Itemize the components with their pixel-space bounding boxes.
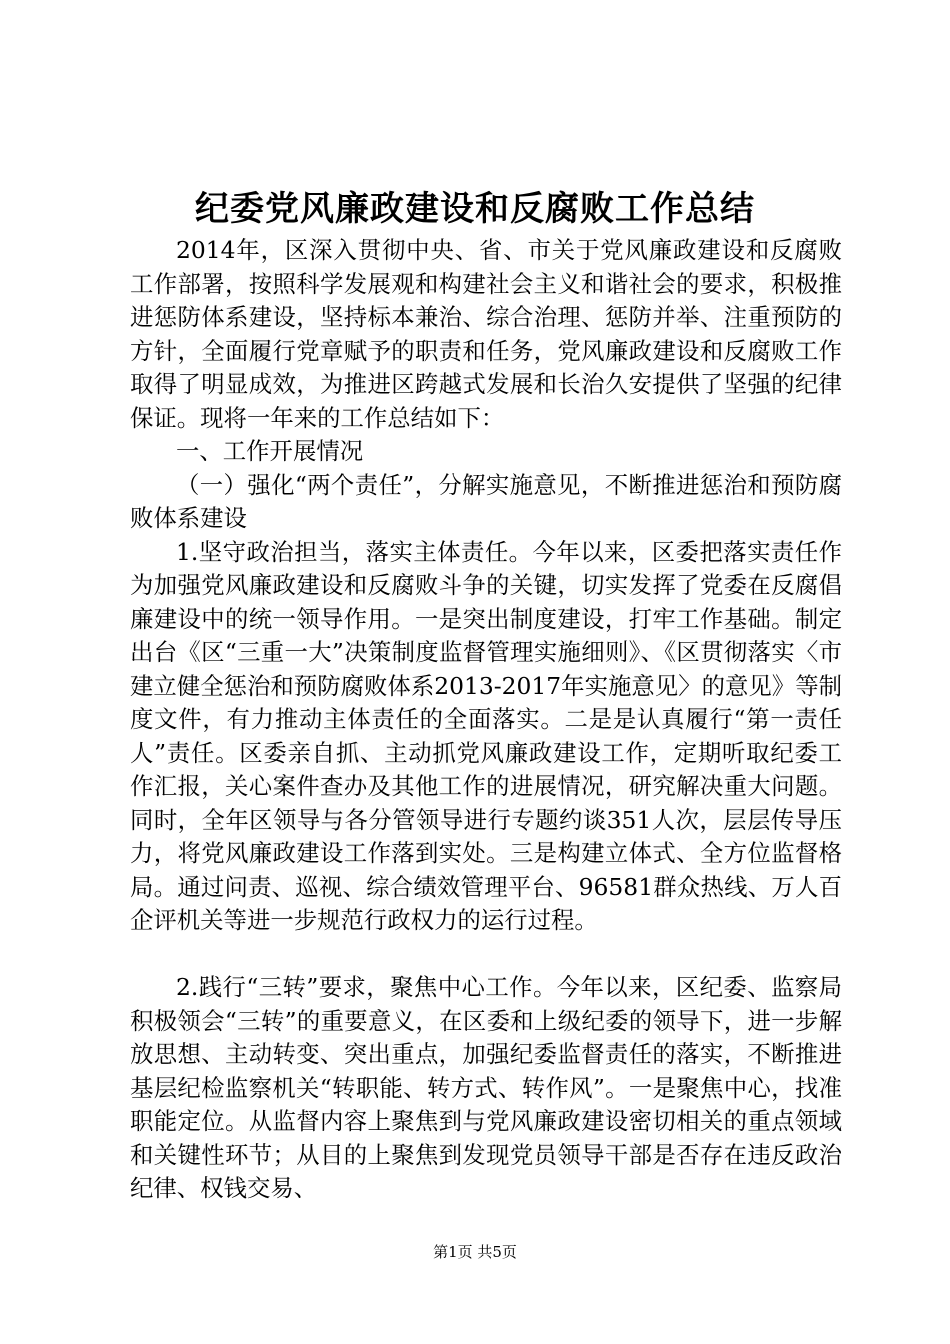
page-footer: 第1页 共5页 bbox=[433, 1243, 517, 1261]
section-heading: 一、工作开展情况 bbox=[176, 437, 364, 465]
body-paragraph-1: 1.坚守政治担当，落实主体责任。今年以来，区委把落实责任作为加强党风廉政建设和反腐败斗争的关键，切实发挥了党委在反腐倡廉建设中的统一领导作用。一是突出制度建设，打牢工作基础。制定出台《区“三重一大”决策制度监督管理实施细则》、《区贯彻落实〈市建立健全惩治和预防腐败体系2013-2017年实施意见〉的意见》等制度文件，有力推动主体责任的全面落实。二是是认真履行“第一责任人”责任。区委亲自抓、主动抓党风廉政建设工作，定期听取纪委工作汇报，关心案件查办及其他工作的进展情况，研究解决重大问题。同时，全年区领导与各分管领导进行专题约谈351人次，层层传导压力，将党风廉政建设工作落到实处。三是构建立体式、全方位监督格局。通过问责、巡视、综合绩效管理平台、96581群众热线、万人百企评机关等进一步规范行政权力的运行过程。 bbox=[130, 537, 842, 934]
intro-paragraph: 2014年，区深入贯彻中央、省、市关于党风廉政建设和反腐败工作部署，按照科学发展观和构建社会主义和谐社会的要求，积极推进惩防体系建设，坚持标本兼治、综合治理、惩防并举、注重预防的方针，全面履行党章赋予的职责和任务，党风廉政建设和反腐败工作取得了明显成效，为推进区跨越式发展和长治久安提供了坚强的纪律保证。现将一年来的工作总结如下： bbox=[130, 236, 842, 432]
subsection-heading: （一）强化“两个责任”，分解实施意见，不断推进惩治和预防腐败体系建设 bbox=[130, 470, 842, 532]
document-body bbox=[130, 234, 842, 1206]
body-paragraph-2: 2.践行“三转”要求，聚焦中心工作。今年以来，区纪委、监察局积极领会“三转”的重要意义，在区委和上级纪委的领导下，进一步解放思想、主动转变、突出重点，加强纪委监督责任的落实，不断推进基层纪检监察机关“转职能、转方式、转作风”。一是聚焦中心，找准职能定位。从监督内容上聚焦到与党风廉政建设密切相关的重点领域和关键性环节；从目的上聚焦到发现党员领导干部是否存在违反政治纪律、权钱交易、 bbox=[130, 973, 842, 1202]
document-title: 纪委党风廉政建设和反腐败工作总结 bbox=[195, 189, 755, 229]
